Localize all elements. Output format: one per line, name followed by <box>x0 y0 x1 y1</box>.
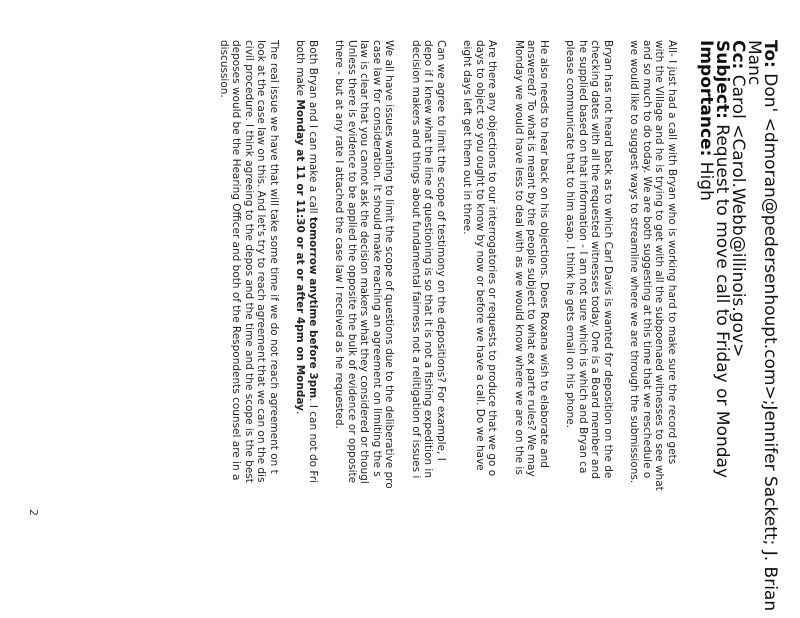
paragraph-line: deposes would be the Hearing Officer and both of the Respondents counsel are in a <box>230 40 243 481</box>
to-value: Don' <dmoran@pedersenhoupt.com>;Jennifer Sackett; J. Brian Manc <box>744 40 780 612</box>
paragraph-3 <box>513 40 551 618</box>
paragraph-line: We all have issues wanting to limit the scope of questions due to the deliberative pro <box>383 40 396 489</box>
paragraph-line: we would like to suggest ways to streamline where we are through the submissions. <box>628 40 641 484</box>
paragraph-5 <box>410 40 448 618</box>
paragraph-7 <box>294 40 319 618</box>
paragraph-6 <box>333 40 396 618</box>
paragraph-line: Unless there is evidence to be applied the opposite the bulk of evidence or opposite <box>346 40 358 484</box>
to-label: To: <box>760 40 780 68</box>
to-line <box>746 40 778 618</box>
paragraph-line: All- I just had a call with Bryan who is working hard to make sure the record gets <box>666 40 678 465</box>
cc-value: Carol <Carol.Webb@illinois.gov> <box>728 74 748 358</box>
bold-phrase: tomorrow anytime before 3pm <box>307 216 319 399</box>
bold-phrase: Monday at 11 or 11:30 or at or after 4pm on Monday <box>294 99 307 411</box>
email-header <box>698 40 778 618</box>
paragraph-line: Monday we would have less to deal with as we would know where we are on the is <box>513 40 525 475</box>
cc-label: Cc: <box>728 40 748 70</box>
rotated-email-body <box>218 40 779 618</box>
cc-line <box>730 40 746 618</box>
paragraph-line: He also needs to hear back on his objections. Does Roxana wish to elaborate and <box>538 40 550 468</box>
paragraph-line: Can we agree to limit the scope of testimony on the depositions? For example, I <box>435 40 447 461</box>
subject-value: Request to move call to Friday or Monday <box>712 124 732 479</box>
paragraph-line: eight days left get them out in three. <box>461 40 474 235</box>
paragraph-line: days to object so you ought to know by now or before we have a call. Do we have <box>474 40 486 471</box>
subject-line <box>714 40 730 618</box>
page-number: 2 <box>27 509 40 516</box>
paragraph-line: Bryan has not heard back as to which Carl Davis is wanted for deposition on the de <box>602 40 614 479</box>
paragraph-4 <box>461 40 499 618</box>
paragraph-line: checking dates with all the requested witnesses today. One is a Board member and <box>589 40 602 479</box>
importance-value: High <box>696 161 716 201</box>
paragraph-line: depo if I knew what the line of questioning is so that it is not a fishing expedition in <box>422 40 435 478</box>
paragraph-line: he supplied based on that information - I am not sure which is which and Bryan ca <box>577 40 589 474</box>
paragraph-line: Are there any objections to our interrogatories or requests to produce that we go o <box>486 40 499 477</box>
paragraph-line: Both Bryan and I can make a call tomorrow anytime before 3pm. I can not do Fri <box>307 40 319 483</box>
importance-label: Importance: <box>696 40 716 157</box>
paragraph-line: both make Monday at 11 or 11:30 or at or after 4pm on Monday. <box>294 40 307 415</box>
paragraph-line: with the Village and he is trying to get with all the subpoenaed witnesses to see what <box>653 40 666 491</box>
paragraph-line: look at the case law on this. And let's try to reach agreement that we can on the dis <box>255 40 268 483</box>
paragraph-line: there - but at any rate I attached the case law I received as he requested. <box>333 40 346 429</box>
paragraph-line: law is clear that you cannot ask the decision makers what they considered or thougl <box>358 40 371 484</box>
paragraph-line: case law for consideration. It should make reaching an agreement on limiting the s <box>371 40 383 477</box>
paragraph-line: discussion. <box>218 40 230 98</box>
paragraph-line: The real issue we have that will take some time if we do not reach agreement on t <box>268 40 280 474</box>
paragraph-8 <box>218 40 281 618</box>
subject-label: Subject: <box>712 40 732 119</box>
paragraph-line: decision makers and things about fundamental fairness not a relitigation of issues i <box>410 40 422 479</box>
paragraph-line: and so much to do today. We are both suggesting at this time that we reschedule o <box>641 40 653 479</box>
paragraph-2 <box>564 40 614 618</box>
paragraph-1 <box>628 40 678 618</box>
paragraph-line: please communicate that to him asap. I think he gets email on his phone. <box>564 40 577 429</box>
paragraph-line: civil procedure. I think agreeing to the depos and the time and the scope is the best <box>243 40 255 483</box>
paragraph-line: answered? To what is meant by the people subject to what ex parte rules? We may <box>525 40 538 477</box>
